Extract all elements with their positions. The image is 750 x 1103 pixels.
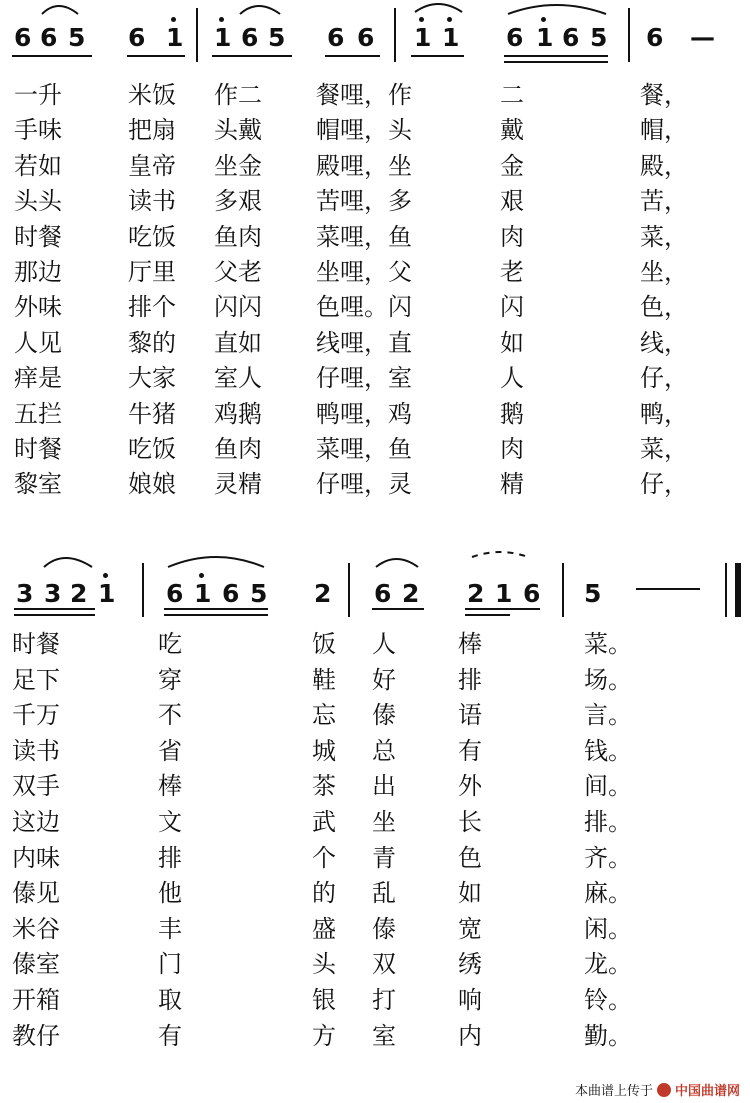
lyric-cell: 灵精 <box>214 470 262 499</box>
octave-dot <box>447 17 452 22</box>
lyric-cell: 方 <box>312 1021 336 1050</box>
lyric-cell: 傣见 <box>12 879 60 908</box>
note: 5 <box>68 23 86 52</box>
lyric-cell: 仔， <box>640 364 688 393</box>
slur <box>44 558 92 567</box>
note: 5 <box>250 579 268 608</box>
note: 1 <box>536 23 554 52</box>
lyric-cell: 银 <box>312 986 336 1014</box>
lyric-cell: 人见 <box>14 328 62 357</box>
lyric-cell: 色， <box>640 293 688 322</box>
slur <box>376 559 418 567</box>
lyric-cell: 外 <box>458 772 482 801</box>
lyric-cell: 齐。 <box>584 843 632 872</box>
lyric-cell: 足下 <box>12 665 60 694</box>
lyric-cell: 如 <box>458 879 482 908</box>
slur-dashed <box>472 552 528 557</box>
note: 1 <box>495 579 513 608</box>
lyric-cell: 鹅 <box>500 399 524 428</box>
slur <box>240 6 280 14</box>
note: 2 <box>70 579 88 608</box>
lyric-cell: 色哩。闪 <box>316 293 412 322</box>
lyric-cell: 把扇 <box>128 116 176 145</box>
lyric-cell: 宽 <box>458 914 482 943</box>
lyric-cell: 色 <box>458 843 482 872</box>
lyric-cell: 语 <box>458 701 482 730</box>
lyric-cell: 教仔 <box>12 1021 60 1050</box>
lyric-cell: 如 <box>500 328 524 357</box>
lyric-cell: 的 <box>312 879 336 908</box>
lyric-cell: 头戴 <box>214 116 262 145</box>
lyric-cell: 有 <box>158 1021 182 1050</box>
lyric-cell: 响 <box>458 986 482 1014</box>
note: 6 <box>506 23 524 52</box>
lyric-cell: 盛 <box>312 914 336 943</box>
note: 5 <box>590 23 608 52</box>
lyric-cell: 菜哩，鱼 <box>316 435 412 463</box>
lyric-cell: 皇帝 <box>128 151 176 180</box>
lyric-cell: 牛猪 <box>128 399 176 428</box>
lyric-cell: 精 <box>500 470 524 499</box>
lyric-cell: 穿 <box>158 665 182 694</box>
lyric-cell: 艰 <box>500 187 524 216</box>
lyric-cell: 乱 <box>372 879 396 908</box>
note: 6 <box>40 23 58 52</box>
lyric-cell: 室人 <box>214 364 262 393</box>
note: 6 <box>357 23 375 52</box>
lyric-cell: 外味 <box>14 293 62 322</box>
note: 6 <box>327 23 345 52</box>
upload-text: 本曲谱上传于 <box>574 1084 653 1099</box>
lyric-cell: 帽， <box>640 116 688 145</box>
lyric-cell: 餐哩，作 <box>316 81 412 109</box>
lyric-cell: 线， <box>640 328 688 357</box>
lyric-cell: 父老 <box>214 258 262 286</box>
lyric-cell: 直如 <box>214 328 262 357</box>
lyric-cell: 黎室 <box>14 470 62 499</box>
lyric-cell: 多艰 <box>214 187 262 216</box>
lyric-cell: 菜。 <box>584 630 632 658</box>
lyric-cell: 作二 <box>214 81 262 109</box>
lyric-cell: 傣 <box>372 914 396 943</box>
lyric-cell: 鸭哩，鸡 <box>316 399 412 428</box>
lyric-cell: 菜， <box>640 222 688 251</box>
lyric-cell: 棒 <box>158 772 182 801</box>
lyric-cell: 双 <box>372 950 396 979</box>
lyric-cell: 室 <box>372 1021 396 1050</box>
lyric-cell: 那边 <box>14 258 62 286</box>
note: 2 <box>402 579 420 608</box>
site-logo-icon <box>657 1083 671 1097</box>
lyric-cell: 铃。 <box>584 986 632 1014</box>
note: 6 <box>14 23 32 52</box>
lyric-cell: 痒是 <box>14 364 62 393</box>
note: 1 <box>194 579 212 608</box>
note: 6 <box>128 23 146 52</box>
slur <box>508 5 606 14</box>
lyric-cell: 吃饭 <box>128 435 176 463</box>
lyric-cell: 二 <box>500 81 524 109</box>
octave-dot <box>219 17 224 22</box>
note: 1 <box>166 23 184 52</box>
lyric-cell: 丰 <box>158 914 182 943</box>
lyric-cell: 一升 <box>14 81 62 109</box>
note: — <box>690 23 715 52</box>
lyric-cell: 有 <box>458 736 482 765</box>
note: 6 <box>646 23 664 52</box>
score-line-2 <box>0 545 750 625</box>
lyric-cell: 千万 <box>12 701 60 730</box>
octave-dot <box>541 17 546 22</box>
lyric-cell: 菜哩，鱼 <box>316 222 412 251</box>
lyric-cell: 时餐 <box>14 222 62 251</box>
note: 6 <box>241 23 259 52</box>
lyric-cell: 打 <box>372 986 396 1014</box>
lyric-cell: 苦哩，多 <box>316 187 412 216</box>
note: 1 <box>98 579 116 608</box>
slur <box>42 6 78 14</box>
lyric-cell: 排 <box>458 665 482 694</box>
lyric-cell: 不 <box>158 701 182 730</box>
note: 1 <box>214 23 232 52</box>
slur <box>415 4 462 12</box>
lyric-cell: 殿哩，坐 <box>316 151 412 180</box>
lyric-cell: 鱼肉 <box>214 435 262 463</box>
lyric-cell: 仔， <box>640 470 688 499</box>
lyric-cell: 傣室 <box>12 950 60 979</box>
lyric-cell: 戴 <box>500 116 524 145</box>
lyric-cell: 人 <box>500 364 524 393</box>
lyric-cell: 黎的 <box>128 328 176 357</box>
lyric-cell: 吃 <box>158 630 182 658</box>
lyric-cell: 餐， <box>640 81 688 109</box>
octave-dot <box>199 573 204 578</box>
lyric-cell: 他 <box>158 879 182 908</box>
lyric-cell: 傣 <box>372 701 396 730</box>
note: 5 <box>584 579 602 608</box>
slur <box>168 557 264 567</box>
lyric-cell: 个 <box>312 843 336 872</box>
lyric-cell: 金 <box>500 151 524 180</box>
lyric-cell: 钱。 <box>584 736 632 765</box>
lyric-cell: 内 <box>458 1021 482 1050</box>
lyric-cell: 长 <box>458 808 482 836</box>
lyric-cell: 菜， <box>640 435 688 463</box>
lyric-cell: 茶 <box>312 772 336 801</box>
lyric-cell: 米谷 <box>12 914 60 943</box>
note: 3 <box>16 579 34 608</box>
lyric-cell: 文 <box>158 808 182 836</box>
note: 6 <box>166 579 184 608</box>
lyric-cell: 人 <box>372 630 396 658</box>
lyric-cell: 坐金 <box>214 151 262 180</box>
site-name: 中国曲谱网 <box>674 1084 740 1099</box>
lyric-cell: 殿， <box>640 151 688 180</box>
lyric-cell: 读书 <box>128 187 176 216</box>
lyric-cell: 这边 <box>12 808 60 836</box>
lyric-cell: 双手 <box>12 772 60 801</box>
lyric-cell: 鸭， <box>640 399 688 428</box>
lyric-cell: 头 <box>312 950 336 979</box>
score-line-1 <box>0 0 750 80</box>
lyric-cell: 出 <box>372 772 396 801</box>
octave-dot <box>419 17 424 22</box>
lyric-cell: 龙。 <box>584 950 632 979</box>
note: 2 <box>467 579 485 608</box>
lyric-cell: 省 <box>158 736 182 765</box>
lyric-cell: 言。 <box>584 701 632 730</box>
lyric-cell: 棒 <box>458 630 482 658</box>
lyric-cell: 排 <box>158 843 182 872</box>
lyric-cell: 勤。 <box>584 1021 632 1050</box>
lyric-cell: 开箱 <box>12 986 60 1014</box>
lyric-cell: 头头 <box>14 187 62 216</box>
lyric-cell: 坐 <box>372 808 396 836</box>
lyric-cell: 厅里 <box>128 258 176 286</box>
lyric-cell: 排个 <box>128 293 176 322</box>
lyric-cell: 吃饭 <box>128 222 176 251</box>
note: 1 <box>414 23 432 52</box>
note: 6 <box>222 579 240 608</box>
lyric-cell: 城 <box>312 736 336 765</box>
note: 6 <box>562 23 580 52</box>
note: 1 <box>442 23 460 52</box>
lyric-cell: 读书 <box>12 736 60 765</box>
note: 6 <box>374 579 392 608</box>
watermark <box>575 1080 740 1099</box>
lyric-cell: 手味 <box>14 116 62 145</box>
lyric-cell: 肉 <box>500 435 524 463</box>
lyric-cell: 好 <box>372 665 396 694</box>
note: 3 <box>44 579 62 608</box>
lyric-cell: 麻。 <box>584 879 632 908</box>
lyric-cell: 五拦 <box>14 399 62 428</box>
score-line-1-marks <box>0 0 750 80</box>
lyric-cell: 时餐 <box>12 630 60 658</box>
lyric-cell: 内味 <box>12 843 60 872</box>
note: 5 <box>268 23 286 52</box>
lyric-cell: 帽哩，头 <box>316 116 412 145</box>
lyric-cell: 时餐 <box>14 435 62 463</box>
lyric-cell: 老 <box>500 258 524 286</box>
lyric-cell: 绣 <box>458 950 482 979</box>
lyric-cell: 忘 <box>312 701 336 730</box>
lyric-cell: 坐哩，父 <box>316 258 412 286</box>
lyric-cell: 取 <box>158 986 182 1014</box>
octave-dot <box>103 573 108 578</box>
lyric-cell: 总 <box>372 736 396 765</box>
lyric-cell: 鱼肉 <box>214 222 262 251</box>
lyric-cell: 线哩，直 <box>316 328 412 357</box>
lyric-cell: 闲。 <box>584 914 632 943</box>
lyric-cell: 场。 <box>584 665 632 694</box>
lyric-cell: 苦， <box>640 187 688 216</box>
lyric-cell: 大家 <box>128 364 176 393</box>
lyric-cell: 仔哩，室 <box>316 364 412 393</box>
lyric-cell: 青 <box>372 843 396 872</box>
lyric-cell: 间。 <box>584 772 632 801</box>
lyric-cell: 饭 <box>312 630 336 658</box>
octave-dot <box>171 17 176 22</box>
lyric-cell: 肉 <box>500 222 524 251</box>
lyric-cell: 若如 <box>14 151 62 180</box>
lyric-cell: 闪闪 <box>214 293 262 322</box>
lyric-cell: 武 <box>312 808 336 836</box>
lyric-cell: 门 <box>158 950 182 979</box>
lyric-cell: 娘娘 <box>128 470 176 499</box>
lyric-cell: 排。 <box>584 808 632 836</box>
lyric-cell: 米饭 <box>128 81 176 109</box>
note: 2 <box>314 579 332 608</box>
lyric-cell: 坐， <box>640 258 688 286</box>
lyric-cell: 仔哩，灵 <box>316 470 412 499</box>
lyric-cell: 闪 <box>500 293 524 322</box>
lyric-cell: 鸡鹅 <box>214 399 262 428</box>
note: 6 <box>523 579 541 608</box>
lyric-cell: 鞋 <box>312 665 336 694</box>
